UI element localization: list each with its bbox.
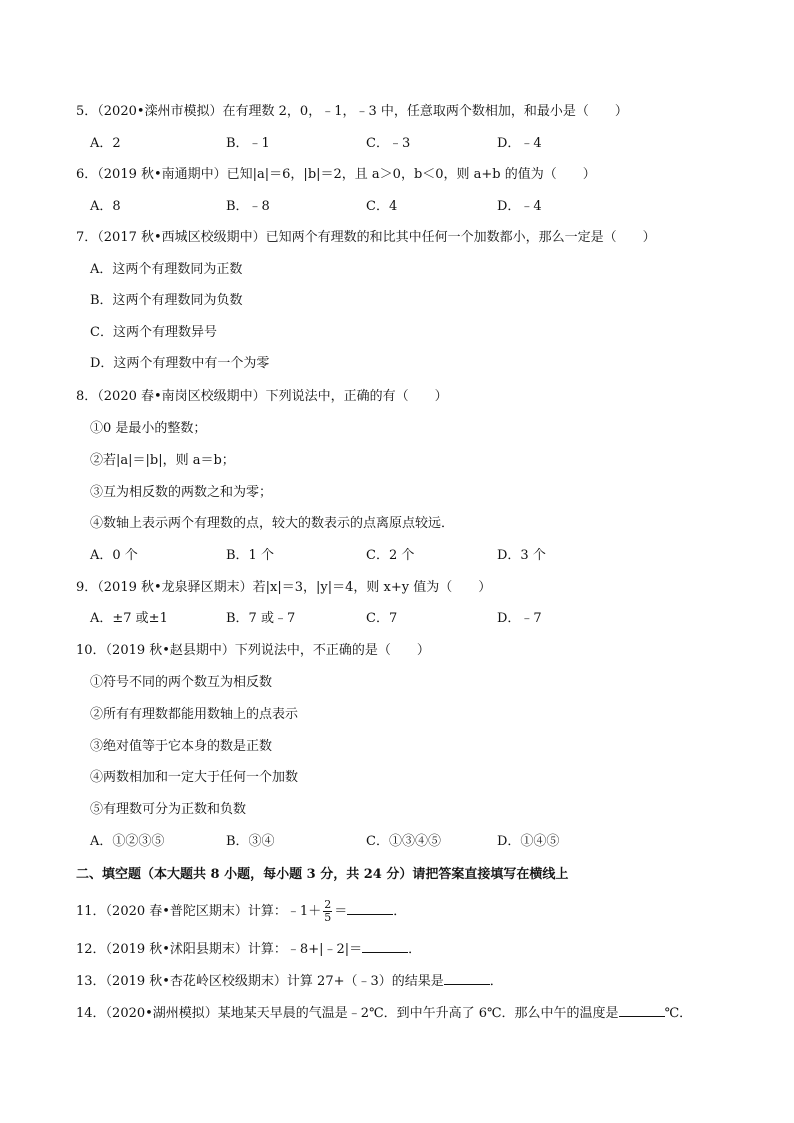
question-7: 7．（2017 秋•西城区校级期中）已知两个有理数的和比其中任何一个加数都小，那么一定是（ ）	[76, 230, 656, 245]
q8-option-d: D．3 个	[497, 548, 546, 563]
q9-option-a: A．±7 或±1	[90, 611, 168, 626]
q8-statement-4: ④数轴上表示两个有理数的点，较大的数表示的点离原点较远．	[90, 516, 455, 531]
q10-option-c: C．①③④⑤	[366, 834, 441, 849]
q11-fraction	[323, 899, 332, 924]
q11-fraction-denominator: 5	[324, 911, 332, 924]
section-2-heading: 二、填空题（本大题共 8 小题，每小题 3 分，共 24 分）请把答案直接填写在横线上	[76, 867, 569, 882]
q6-option-c: C．4	[366, 199, 398, 214]
q11-answer-blank[interactable]	[347, 902, 393, 915]
q10-statement-1: ①符号不同的两个数互为相反数	[90, 675, 273, 690]
q7-option-c: C．这两个有理数异号	[90, 325, 217, 340]
q8-statement-3: ③互为相反数的两数之和为零；	[90, 485, 273, 500]
q5-option-d: D．﹣4	[497, 136, 542, 151]
q13-answer-blank[interactable]	[444, 972, 490, 985]
q8-option-c: C．2 个	[366, 548, 415, 563]
q8-statement-1: ①0 是最小的整数；	[90, 421, 207, 436]
q11-text: 11．（2020 春•普陀区期末）计算：﹣1＋	[76, 904, 322, 919]
question-6: 6．（2019 秋•南通期中）已知|a|＝6，|b|＝2，且 a＞0，b＜0，则 a+b 的值为（ ）	[76, 167, 596, 182]
q10-statement-3: ③绝对值等于它本身的数是正数	[90, 739, 273, 754]
q6-option-d: D．﹣4	[497, 199, 542, 214]
q5-option-b: B．﹣1	[226, 136, 270, 151]
q10-statement-4: ④两数相加和一定大于任何一个加数	[90, 770, 299, 785]
q11-equals: ＝	[334, 904, 348, 919]
question-13	[76, 972, 503, 991]
q11-fraction-numerator: 2	[324, 898, 332, 911]
q8-option-a: A．0 个	[90, 548, 138, 563]
q14-end: ℃．	[664, 1006, 693, 1021]
q10-option-b: B．③④	[226, 834, 275, 849]
question-8: 8．（2020 春•南岗区校级期中）下列说法中，正确的有（ ）	[76, 389, 448, 404]
q6-option-a: A．8	[90, 199, 121, 214]
q12-text: 12．（2019 秋•沭阳县期末）计算：﹣8+|﹣2|＝	[76, 942, 363, 957]
q7-option-d: D．这两个有理数中有一个为零	[90, 356, 270, 371]
q7-option-a: A．这两个有理数同为正数	[90, 262, 243, 277]
q8-statement-2: ②若|a|＝|b|，则 a＝b；	[90, 453, 235, 468]
q14-answer-blank[interactable]	[619, 1004, 665, 1017]
q10-statement-5: ⑤有理数可分为正数和负数	[90, 802, 247, 817]
question-9: 9．（2019 秋•龙泉驿区期末）若|x|＝3，|y|＝4，则 x+y 值为（ ）	[76, 580, 492, 595]
q11-end: ．	[393, 904, 407, 919]
q10-option-a: A．①②③⑤	[90, 834, 165, 849]
q9-option-d: D．﹣7	[497, 611, 542, 626]
question-14	[76, 1004, 692, 1023]
q9-option-b: B．7 或﹣7	[226, 611, 296, 626]
q5-option-a: A．2	[90, 136, 121, 151]
q10-statement-2: ②所有有理数都能用数轴上的点表示	[90, 707, 299, 722]
q13-text: 13．（2019 秋•杏花岭区校级期末）计算 27+（﹣3）的结果是	[76, 974, 444, 989]
q6-option-b: B．﹣8	[226, 199, 270, 214]
q12-end: ．	[408, 942, 422, 957]
q9-option-c: C．7	[366, 611, 398, 626]
q8-option-b: B．1 个	[226, 548, 274, 563]
question-11	[76, 899, 406, 924]
q14-text: 14．（2020•湖州模拟）某地某天早晨的气温是﹣2℃．到中午升高了 6℃．那么中午的温度是	[76, 1006, 619, 1021]
q7-option-b: B．这两个有理数同为负数	[90, 293, 243, 308]
question-5: 5．（2020•滦州市模拟）在有理数 2，0，﹣1，﹣3 中，任意取两个数相加，和最小是（ ）	[76, 104, 628, 119]
q5-option-c: C．﹣3	[366, 136, 411, 151]
q13-end: ．	[489, 974, 503, 989]
q10-option-d: D．①④⑤	[497, 834, 560, 849]
q12-answer-blank[interactable]	[362, 940, 408, 953]
question-10: 10．（2019 秋•赵县期中）下列说法中，不正确的是（ ）	[76, 643, 430, 658]
question-12	[76, 940, 421, 959]
